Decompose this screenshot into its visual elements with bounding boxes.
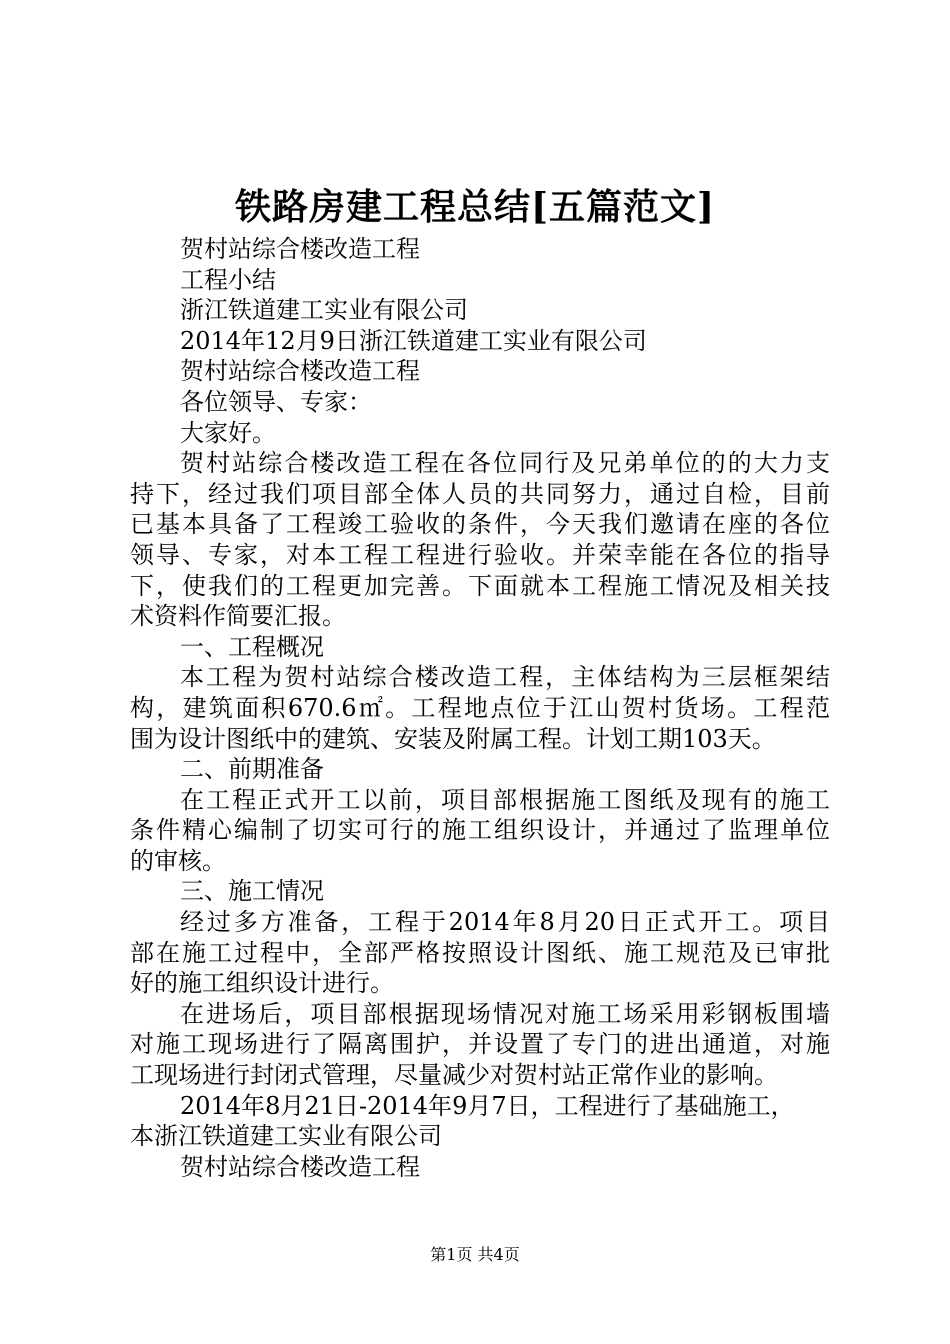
paragraph-line: 本浙江铁道建工实业有限公司 xyxy=(130,1122,442,1151)
paragraph-line: 下，使我们的工程更加完善。下面就本工程施工情况及相关技 xyxy=(130,571,830,600)
document-title: 铁路房建工程总结[五篇范文] xyxy=(234,186,716,228)
paragraph-line: 工现场进行封闭式管理，尽量减少对贺村站正常作业的影响。 xyxy=(130,1061,778,1090)
page-number-footer: 第1页 共4页 xyxy=(430,1245,520,1264)
paragraph-line: 2014年8月21日-2014年9月7日，工程进行了基础施工， xyxy=(180,1091,795,1120)
paragraph-line: 在进场后，项目部根据现场情况对施工场采用彩钢板围墙 xyxy=(180,999,830,1028)
paragraph-line: 持下，经过我们项目部全体人员的共同努力，通过自检，目前 xyxy=(130,479,830,508)
paragraph-line: 贺村站综合楼改造工程在各位同行及兄弟单位的的大力支 xyxy=(180,449,830,478)
paragraph-line: 好的施工组织设计进行。 xyxy=(130,969,394,998)
text-line: 大家好。 xyxy=(180,418,276,447)
text-line: 浙江铁道建工实业有限公司 xyxy=(180,296,468,325)
text-line: 贺村站综合楼改造工程 xyxy=(180,357,420,386)
paragraph-line: 领导、专家，对本工程工程进行验收。并荣幸能在各位的指导 xyxy=(130,540,830,569)
document-body xyxy=(130,234,830,1182)
paragraph-line: 本工程为贺村站综合楼改造工程，主体结构为三层框架结 xyxy=(180,663,830,692)
paragraph-line: 对施工现场进行了隔离围护，并设置了专门的进出通道，对施 xyxy=(130,1030,830,1059)
paragraph-line: 术资料作简要汇报。 xyxy=(130,602,346,631)
text-line: 工程小结 xyxy=(180,265,276,294)
paragraph-line: 围为设计图纸中的建筑、安装及附属工程。计划工期103天。 xyxy=(130,724,776,753)
text-line: 2014年12月9日浙江铁道建工实业有限公司 xyxy=(180,326,647,355)
paragraph-line: 在工程正式开工以前，项目部根据施工图纸及现有的施工 xyxy=(180,785,830,814)
section-heading: 一、工程概况 xyxy=(180,632,324,661)
text-line: 贺村站综合楼改造工程 xyxy=(180,235,420,263)
paragraph-line: 部在施工过程中，全部严格按照设计图纸、施工规范及已审批 xyxy=(130,938,830,967)
paragraph-line: 经过多方准备，工程于2014年8月20日正式开工。项目 xyxy=(180,908,830,937)
paragraph-line: 条件精心编制了切实可行的施工组织设计，并通过了监理单位 xyxy=(130,816,830,845)
section-heading: 二、前期准备 xyxy=(180,755,324,784)
paragraph-line: 的审核。 xyxy=(130,846,226,875)
paragraph-line: 已基本具备了工程竣工验收的条件，今天我们邀请在座的各位 xyxy=(130,510,830,539)
text-line: 各位领导、专家： xyxy=(180,387,372,416)
paragraph-line: 构，建筑面积670.6㎡。工程地点位于江山贺村货场。工程范 xyxy=(130,693,830,722)
section-heading: 三、施工情况 xyxy=(180,877,324,906)
paragraph-line: 贺村站综合楼改造工程 xyxy=(180,1152,420,1181)
